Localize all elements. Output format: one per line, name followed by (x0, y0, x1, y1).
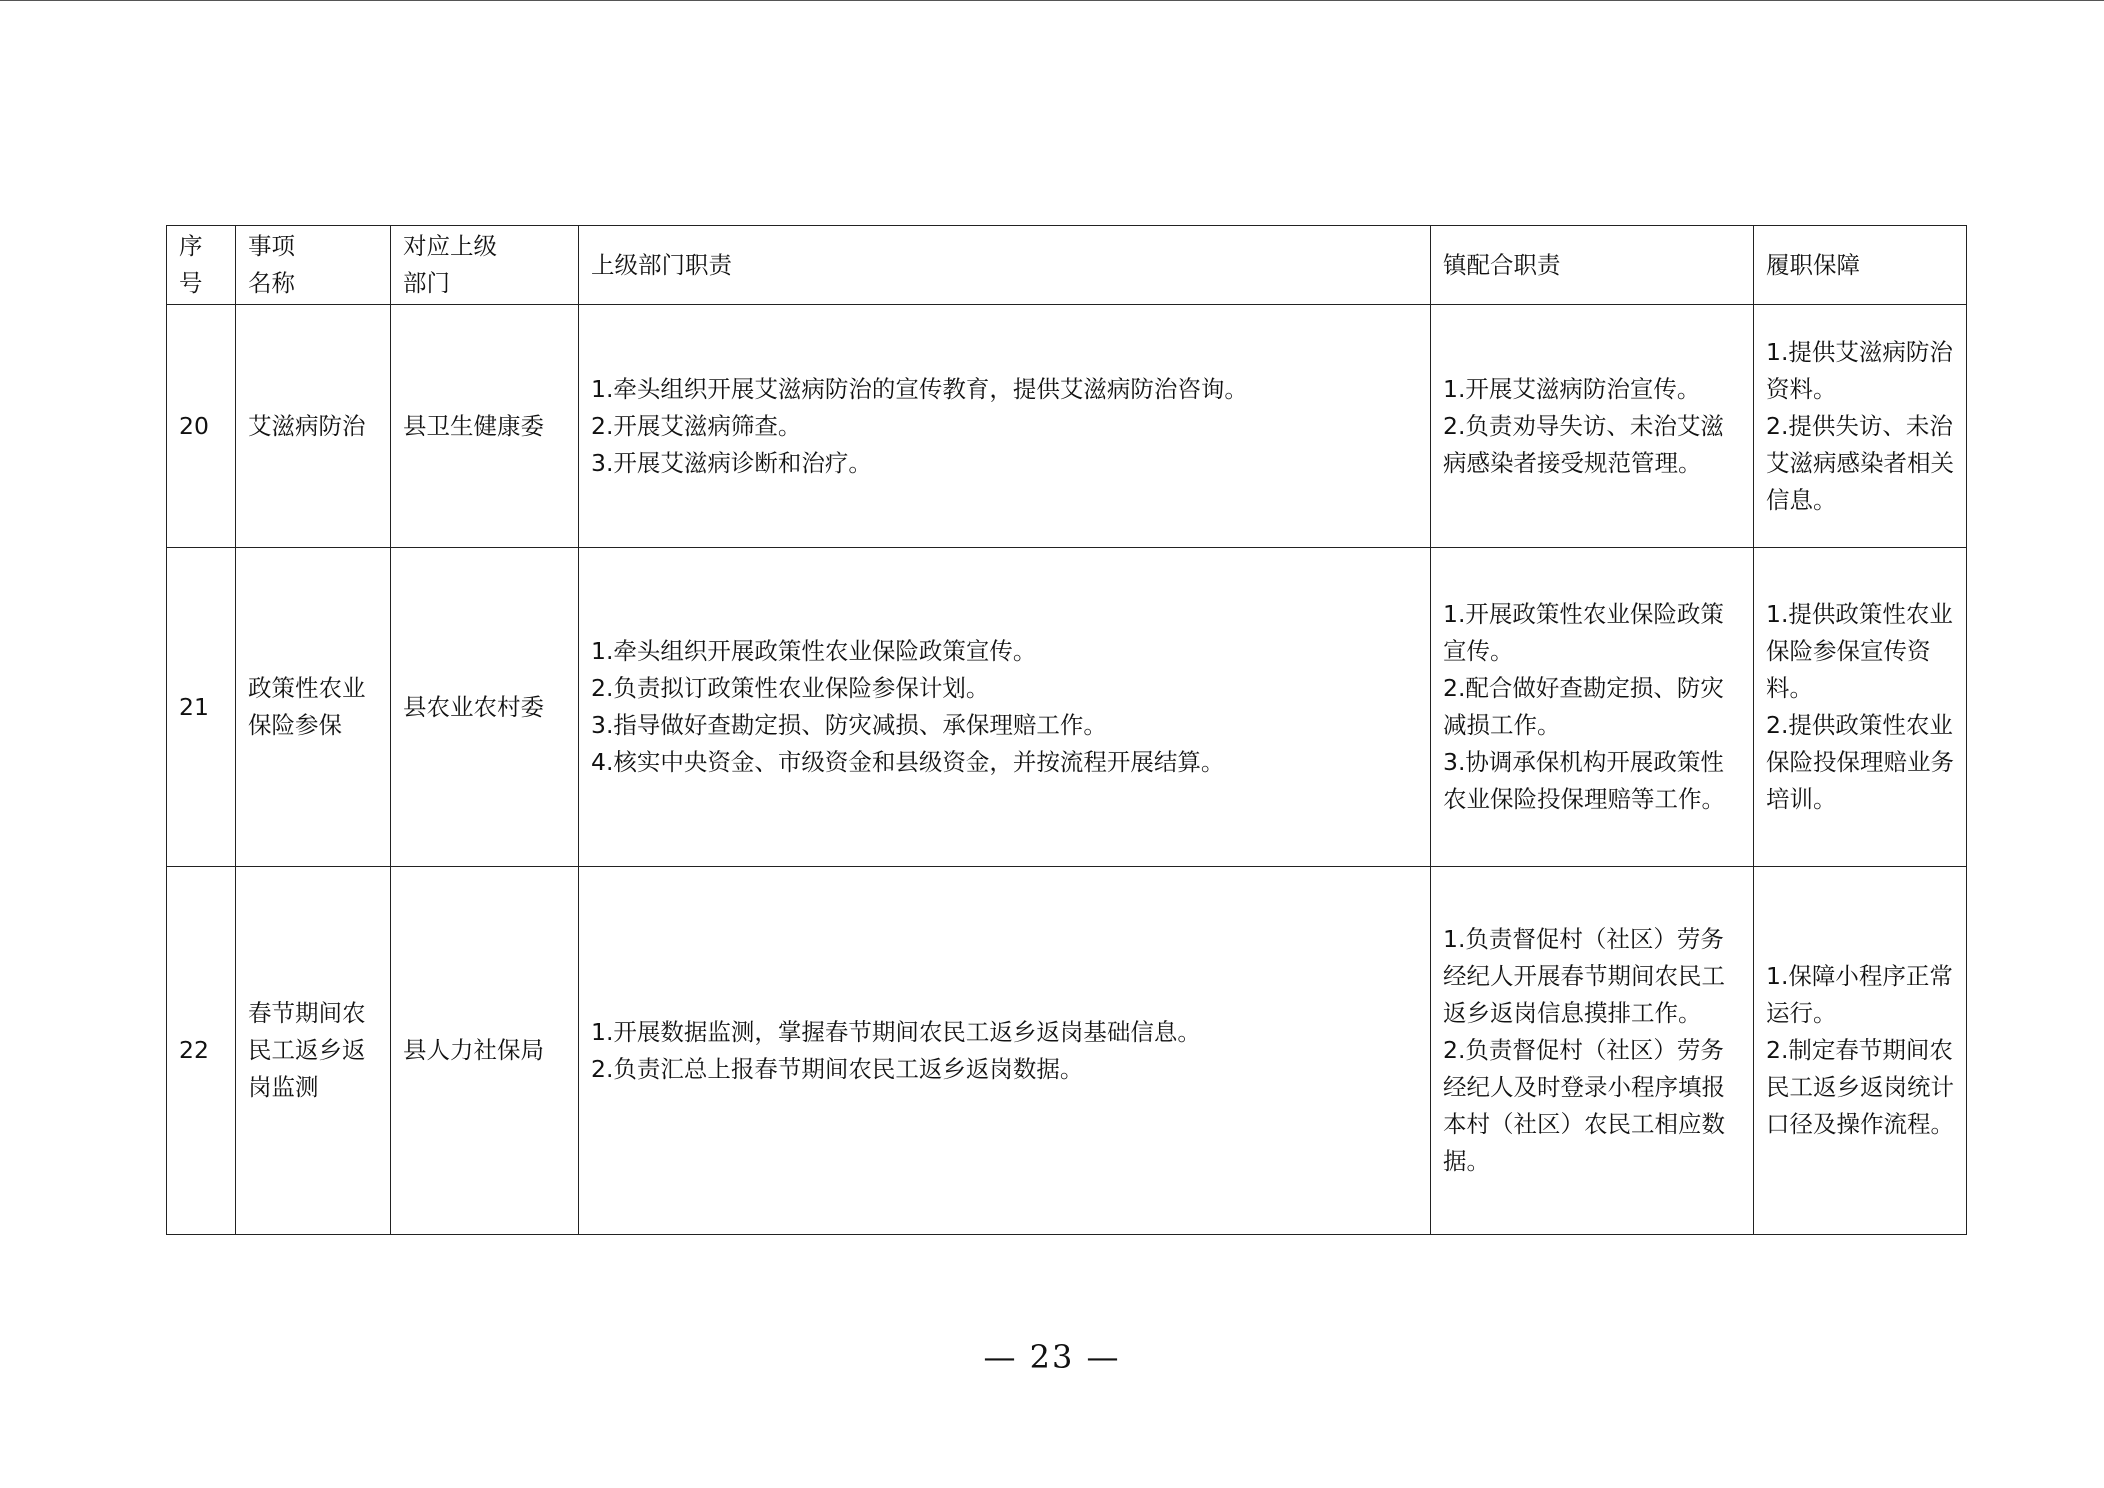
table-row (167, 305, 1967, 548)
header-town-duty: 镇配合职责 (1431, 226, 1754, 305)
header-upper-duty: 上级部门职责 (579, 226, 1431, 305)
row-town-duties: 1.负责督促村（社区）劳务经纪人开展春节期间农民工返乡返岗信息摸排工作。 2.负责督促村（社区）劳务经纪人及时登录小程序填报本村（社区）农民工相应数据。 (1431, 867, 1754, 1235)
header-upper-dept: 对应上级 部门 (391, 226, 579, 305)
table-row (167, 548, 1967, 867)
row-town-duties: 1.开展艾滋病防治宣传。 2.负责劝导失访、未治艾滋病感染者接受规范管理。 (1431, 305, 1754, 548)
row-guarantees: 1.提供政策性农业保险参保宣传资料。 2.提供政策性农业保险投保理赔业务培训。 (1754, 548, 1967, 867)
row-seq: 22 (167, 867, 236, 1235)
row-dept: 县人力社保局 (391, 867, 579, 1235)
row-seq: 20 (167, 305, 236, 548)
row-item-name: 艾滋病防治 (236, 305, 391, 548)
row-guarantees: 1.提供艾滋病防治资料。 2.提供失访、未治艾滋病感染者相关信息。 (1754, 305, 1967, 548)
page-top-border (0, 0, 2104, 1)
header-guarantee: 履职保障 (1754, 226, 1967, 305)
header-seq: 序 号 (167, 226, 236, 305)
row-seq: 21 (167, 548, 236, 867)
row-dept: 县农业农村委 (391, 548, 579, 867)
row-upper-duties: 1.牵头组织开展艾滋病防治的宣传教育，提供艾滋病防治咨询。 2.开展艾滋病筛查。 3.开展艾滋病诊断和治疗。 (579, 305, 1431, 548)
row-guarantees: 1.保障小程序正常运行。 2.制定春节期间农民工返乡返岗统计口径及操作流程。 (1754, 867, 1967, 1235)
header-item-name: 事项 名称 (236, 226, 391, 305)
row-item-name: 政策性农业保险参保 (236, 548, 391, 867)
header-row (167, 226, 1967, 305)
row-upper-duties: 1.牵头组织开展政策性农业保险政策宣传。 2.负责拟订政策性农业保险参保计划。 3.指导做好查勘定损、防灾减损、承保理赔工作。 4.核实中央资金、市级资金和县级资金，并按流程开展结算。 (579, 548, 1431, 867)
duty-table (166, 225, 1967, 1235)
row-dept: 县卫生健康委 (391, 305, 579, 548)
table-row (167, 867, 1967, 1235)
row-town-duties: 1.开展政策性农业保险政策宣传。 2.配合做好查勘定损、防灾减损工作。 3.协调承保机构开展政策性农业保险投保理赔等工作。 (1431, 548, 1754, 867)
page-number: — 23 — (983, 1338, 1121, 1376)
row-upper-duties: 1.开展数据监测，掌握春节期间农民工返乡返岗基础信息。 2.负责汇总上报春节期间农民工返乡返岗数据。 (579, 867, 1431, 1235)
row-item-name: 春节期间农民工返乡返岗监测 (236, 867, 391, 1235)
